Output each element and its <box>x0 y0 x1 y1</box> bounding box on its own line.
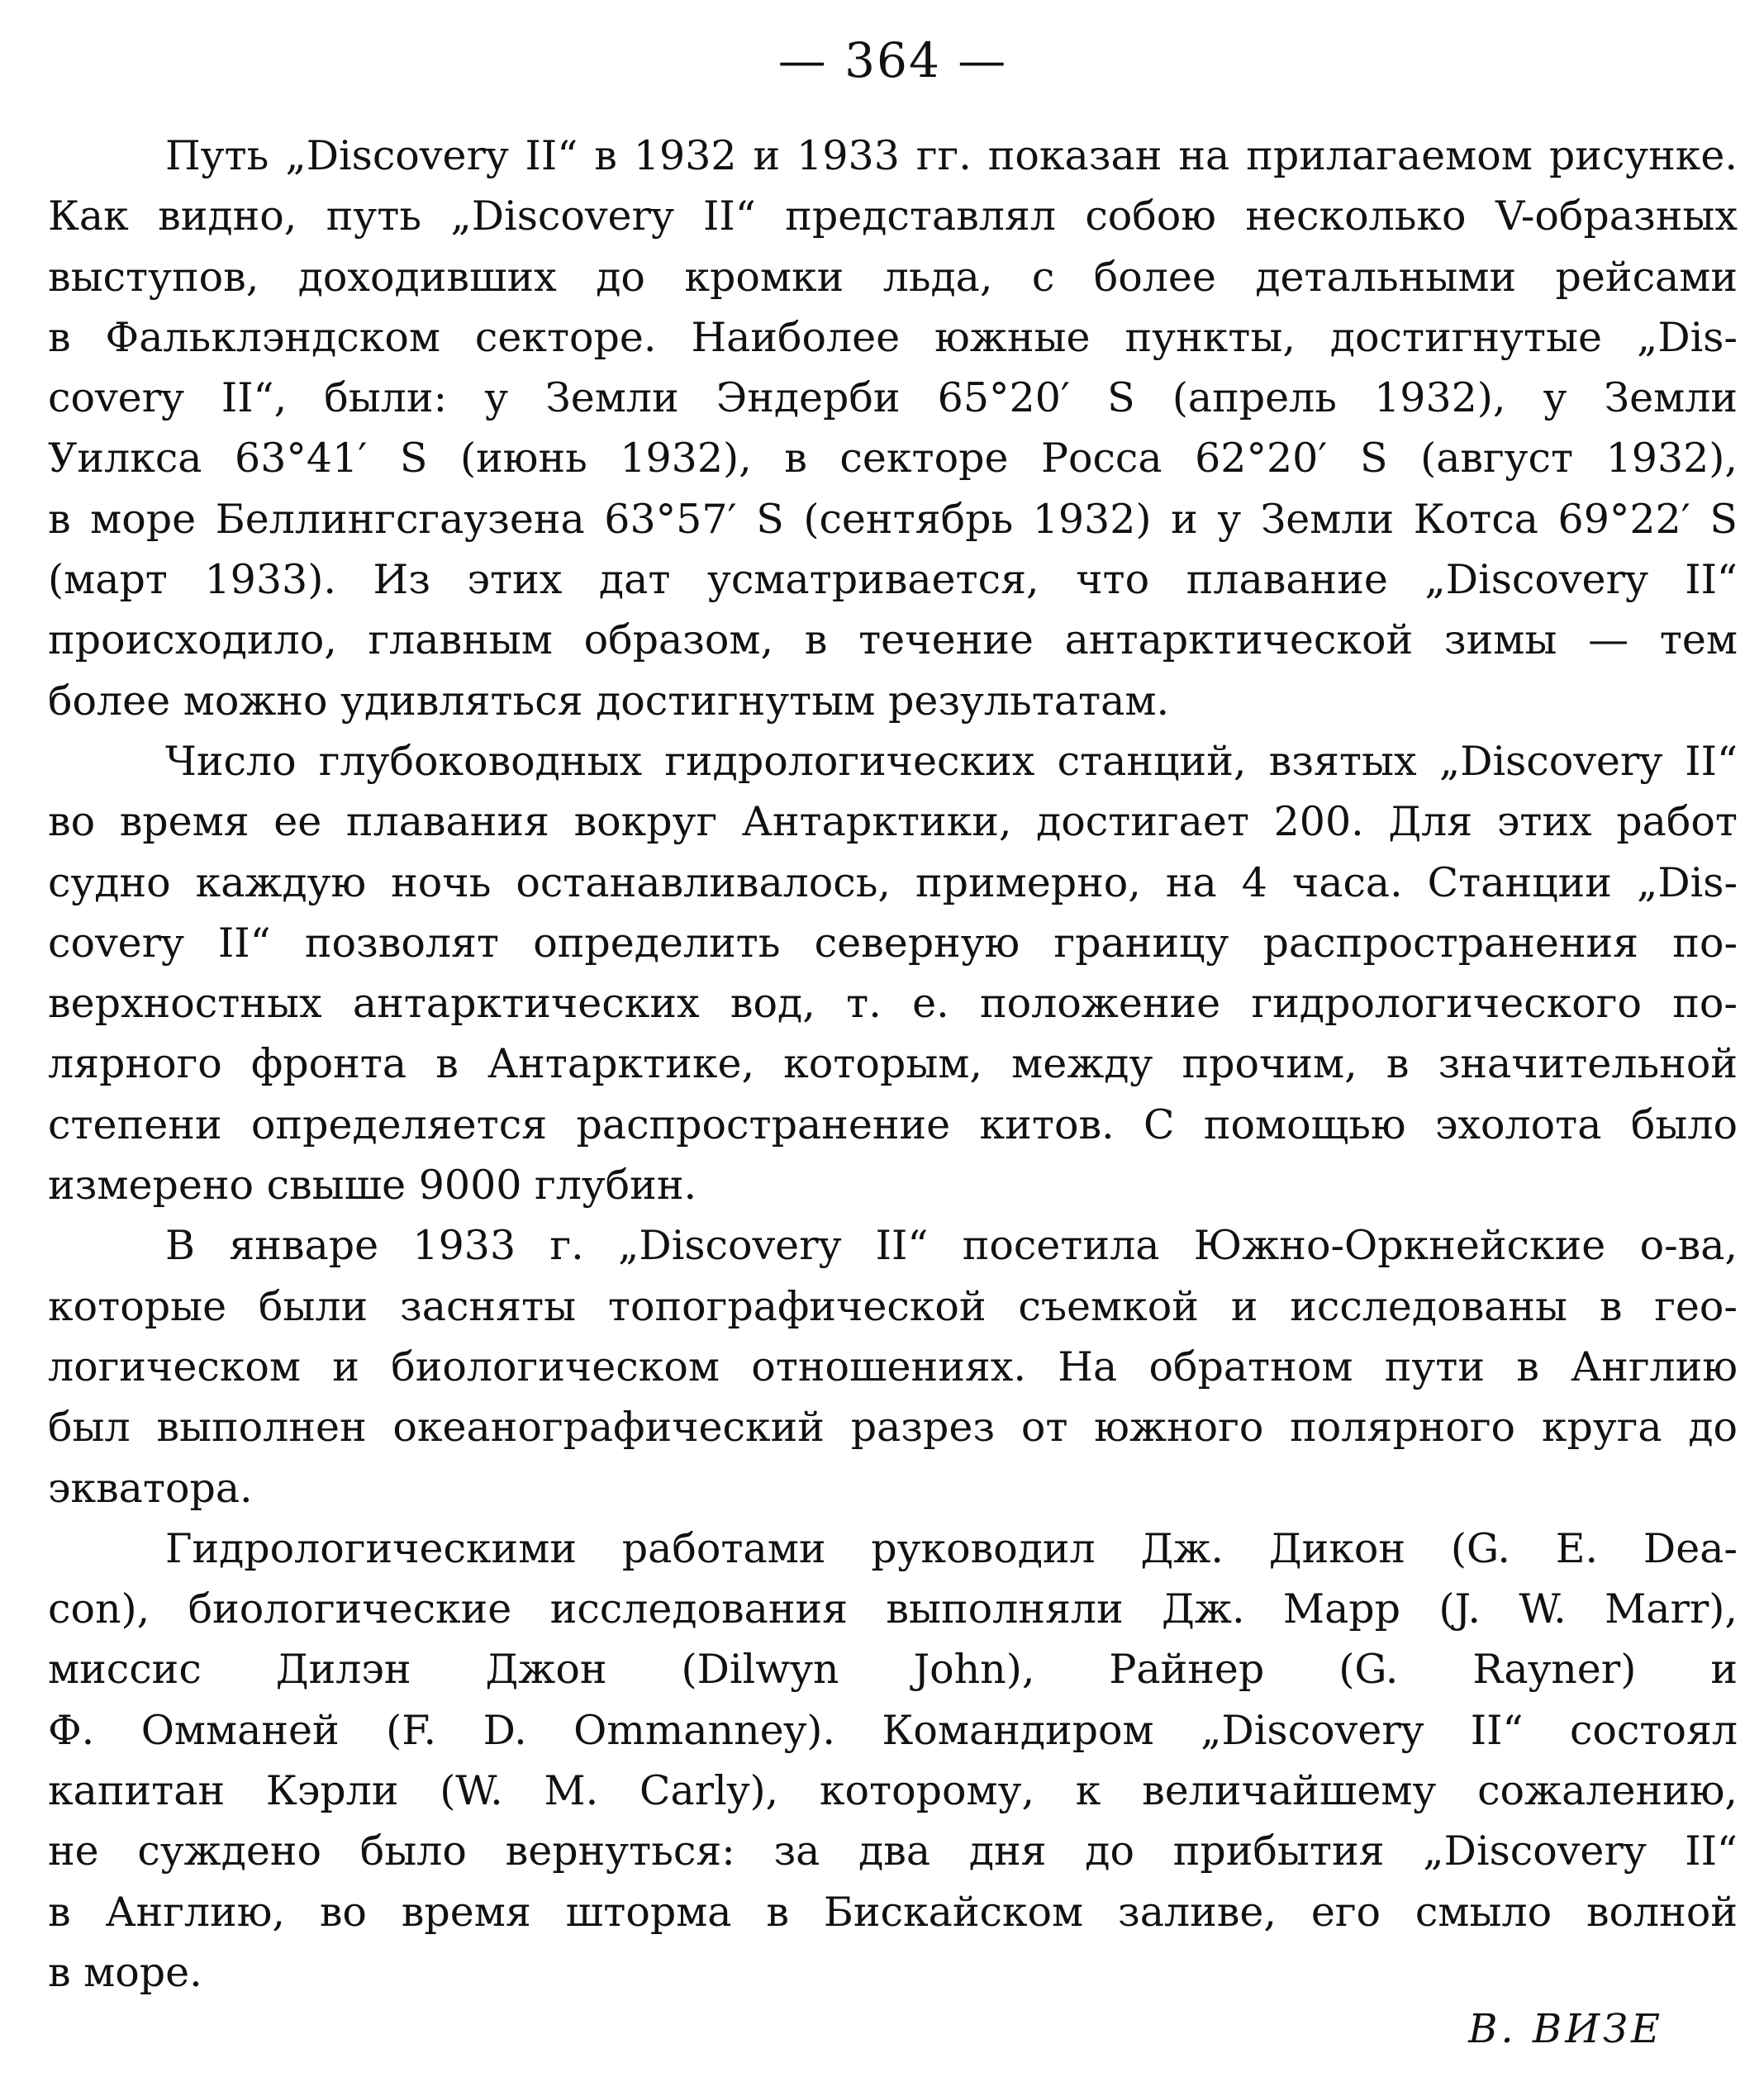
text-line: Ф. Омманей (F. D. Ommanney). Командиром „Discovery II“ состоял <box>48 1706 1738 1754</box>
paragraph-1 <box>48 126 1738 731</box>
text-line: происходило, главным образом, в течение антарктической зимы — тем <box>48 616 1738 664</box>
text-line: Уилкса 63°41′ S (июнь 1932), в секторе Росса 62°20′ S (август 1932), <box>48 435 1738 482</box>
text-line: капитан Кэрли (W. M. Carly), которому, к величайшему сожалению, <box>48 1767 1738 1815</box>
paragraph-4 <box>48 1519 1738 2003</box>
paragraph-2 <box>48 731 1738 1215</box>
text-line: в море. <box>48 1948 202 1996</box>
author-signature: В. ВИЗЕ <box>1468 2006 1663 2052</box>
text-line: лярного фронта в Антарктике, которым, между прочим, в значительной <box>48 1040 1738 1088</box>
text-line: в Фальклэндском секторе. Наиболее южные пункты, достигнутые „Dis- <box>48 313 1738 361</box>
text-line: Как видно, путь „Discovery II“ представлял собою несколько V-образных <box>48 192 1738 240</box>
text-line: в Англию, во время шторма в Бискайском заливе, его смыло волной <box>48 1888 1738 1936</box>
text-line: во время ее плавания вокруг Антарктики, достигает 200. Для этих работ <box>48 798 1738 846</box>
text-line: измерено свыше 9000 глубин. <box>48 1162 697 1210</box>
text-line: con), биологические исследования выполняли Дж. Марр (J. W. Marr), <box>48 1585 1738 1633</box>
text-line: степени определяется распространение китов. С помощью эхолота было <box>48 1100 1738 1148</box>
text-line: миссис Дилэн Джон (Dilwyn John), Райнер (G. Rayner) и <box>48 1646 1738 1694</box>
paragraph-3 <box>48 1215 1738 1518</box>
text-line: судно каждую ночь останавливалось, примерно, на 4 часа. Станции „Dis- <box>48 858 1738 906</box>
text-line: Гидрологическими работами руководил Дж. Дикон (G. E. Dea- <box>165 1524 1738 1572</box>
text-line: верхностных антарктических вод, т. е. положение гидрологического по- <box>48 980 1738 1028</box>
text-line: Число глубоководных гидрологических станций, взятых „Discovery II“ <box>165 737 1738 785</box>
text-line: (март 1933). Из этих дат усматривается, что плавание „Discovery II“ <box>48 556 1738 604</box>
text-line: covery II“, были: у Земли Эндерби 65°20′ S (апрель 1932), у Земли <box>48 374 1738 422</box>
text-line: более можно удивляться достигнутым результатам. <box>48 677 1170 725</box>
document-page <box>48 0 1738 2077</box>
text-line: логическом и биологическом отношениях. На обратном пути в Англию <box>48 1343 1738 1390</box>
text-line: covery II“ позволят определить северную границу распространения по- <box>48 919 1738 967</box>
text-line: выступов, доходивших до кромки льда, с более детальными рейсами <box>48 253 1738 301</box>
body-text <box>48 126 1738 2003</box>
text-line: был выполнен океанографический разрез от южного полярного круга до <box>48 1404 1738 1452</box>
text-line: Путь „Discovery II“ в 1932 и 1933 гг. показан на прилагаемом рисунке. <box>165 132 1738 179</box>
text-line: которые были засняты топографической съемкой и исследованы в гео- <box>48 1282 1738 1330</box>
text-line: не суждено было вернуться: за два дня до прибытия „Discovery II“ <box>48 1827 1738 1875</box>
page-number: — 364 — <box>777 32 1008 88</box>
text-line: В январе 1933 г. „Discovery II“ посетила Южно-Оркнейские о-ва, <box>165 1222 1738 1270</box>
text-line: в море Беллингсгаузена 63°57′ S (сентябрь 1932) и у Земли Котса 69°22′ S <box>48 495 1738 543</box>
text-line: экватора. <box>48 1464 253 1512</box>
